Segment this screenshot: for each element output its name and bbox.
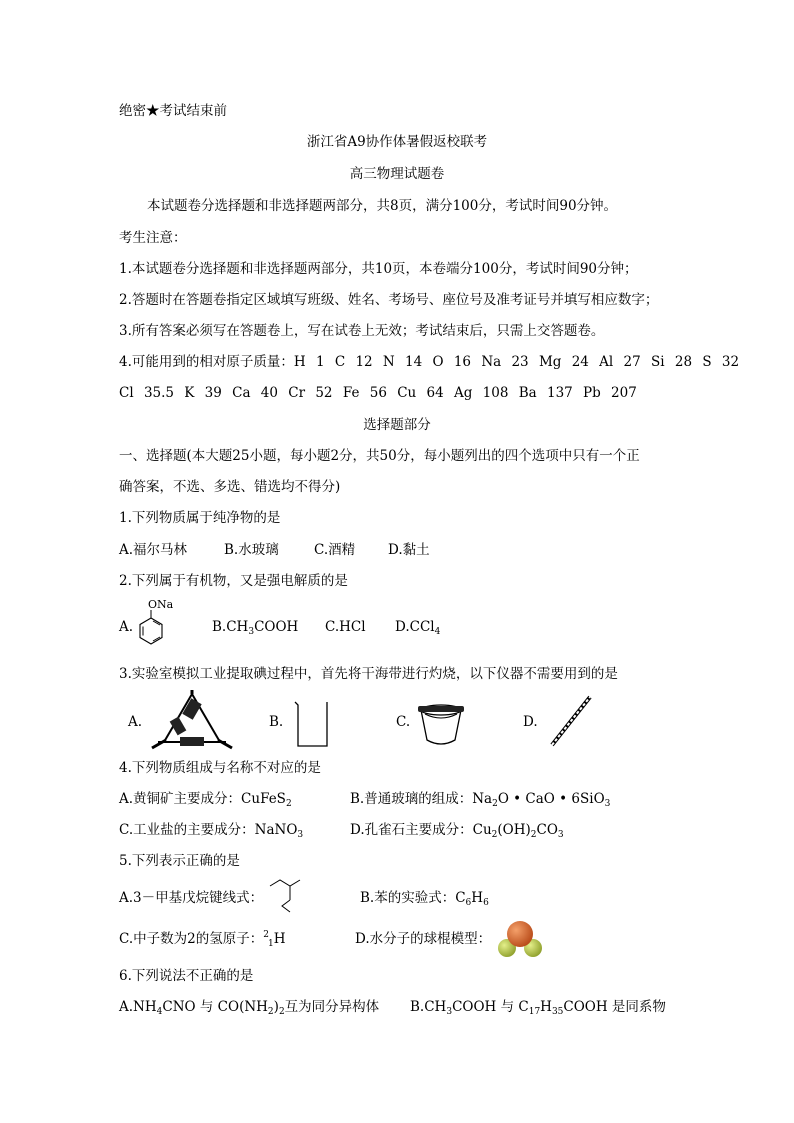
q1-option-a: A.福尔马林 [119, 542, 188, 558]
section-desc-line2: 确答案，不选、多选、错选均不得分) [119, 479, 341, 495]
water-ball-stick-model [497, 918, 545, 960]
notice-item-4: 4.可能用到的相对原子质量：H 1 C 12 N 14 O 16 Na 23 Mg 24 Al 27 Si 28 S 32 [119, 354, 740, 370]
exam-name: 浙江省A9协作体暑假返校联考 [306, 134, 488, 150]
q2-stem: 2.下列属于有机物，又是强电解质的是 [119, 573, 348, 589]
q5-option-d: D.水分子的球棍模型： [355, 931, 492, 947]
q6-stem: 6.下列说法不正确的是 [119, 968, 254, 984]
beaker-icon [293, 700, 333, 750]
glass-rod-icon [548, 695, 594, 747]
tripod-triangle-icon [152, 690, 232, 750]
q3-option-b: B. [269, 714, 284, 730]
q4-option-b: B.普通玻璃的组成：$Na_2O$ • CaO • 6SiO$_3$ [350, 791, 611, 809]
secret-label: 绝密★考试结束前 [119, 103, 227, 119]
q4-option-d: D.孔雀石主要成分：$Cu_2(OH)_2CO_3$ [350, 822, 564, 840]
q2-option-b: $B.CH_3COOH$ [212, 619, 299, 637]
q5-stem: 5.下列表示正确的是 [119, 853, 240, 869]
q2-option-d: D.CCl$_4$ [395, 619, 441, 637]
q2-a-structure-label: ONa [148, 598, 174, 611]
section-desc-line1: 一、选择题(本大题25小题，每小题2分，共50分，每小题列出的四个选项中只有一个正 [119, 448, 640, 464]
section-title: 选择题部分 [363, 417, 431, 433]
notice-item-1: 1.本试题卷分选择题和非选择题两部分，共10页，本卷端分100分，考试时间90分钟； [119, 261, 638, 277]
q4-option-c: C.工业盐的主要成分：NaNO$_3$ [119, 822, 304, 840]
notice-item-5: Cl 35.5 K 39 Ca 40 Cr 52 Fe 56 Cu 64 Ag 108 Ba 137 Pb 207 [119, 385, 637, 401]
q5-option-a: A.3－甲基戊烷键线式： [119, 890, 264, 906]
q1-option-c: C.酒精 [314, 542, 356, 558]
q2-option-c: C.HCl [325, 619, 366, 635]
q3-option-d: D. [523, 714, 538, 730]
q6-option-b: $B.CH_3COOH$ 与 $C_{17}H_{35}COOH$ 是同系物 [410, 999, 666, 1017]
q4-option-a: A.黄铜矿主要成分：CuFeS$_2$ [119, 791, 292, 809]
q6-option-a: $A.NH_4CNO$ 与 $CO(NH_2)_2$互为同分异构体 [119, 999, 380, 1017]
q3-option-c: C. [396, 714, 411, 730]
q3-option-a: A. [128, 714, 143, 730]
paper-title: 高三物理试题卷 [349, 166, 445, 182]
notice-item-2: 2.答题时在答题卷指定区域填写班级、姓名、考场号、座位号及准考证号并填写相应数字； [119, 292, 659, 308]
sodium-phenoxide-structure [136, 596, 186, 656]
q1-option-b: B.水玻璃 [224, 542, 279, 558]
q3-stem: 3.实验室模拟工业提取碘过程中，首先将干海带进行灼烧，以下仪器不需要用到的是 [119, 666, 618, 682]
crucible-icon [418, 700, 468, 750]
q1-option-d: D.黏土 [388, 542, 430, 558]
q4-stem: 4.下列物质组成与名称不对应的是 [119, 760, 321, 776]
paper-intro: 本试题卷分选择题和非选择题两部分，共8页，满分100分，考试时间90分钟。 [147, 198, 618, 214]
q5-option-b: B.苯的实验式：$C_6H_6$ [360, 890, 489, 908]
q2-option-a: A. [119, 619, 134, 635]
skeletal-formula-3-methylpentane [268, 878, 308, 916]
notice-heading: 考生注意： [119, 230, 187, 246]
q1-stem: 1.下列物质属于纯净物的是 [119, 510, 281, 526]
notice-item-3: 3.所有答案必须写在答题卷上，写在试卷上无效；考试结束后，只需上交答题卷。 [119, 323, 605, 339]
q5-option-c: C.中子数为2的氢原子：$^2_1$H [119, 930, 286, 949]
